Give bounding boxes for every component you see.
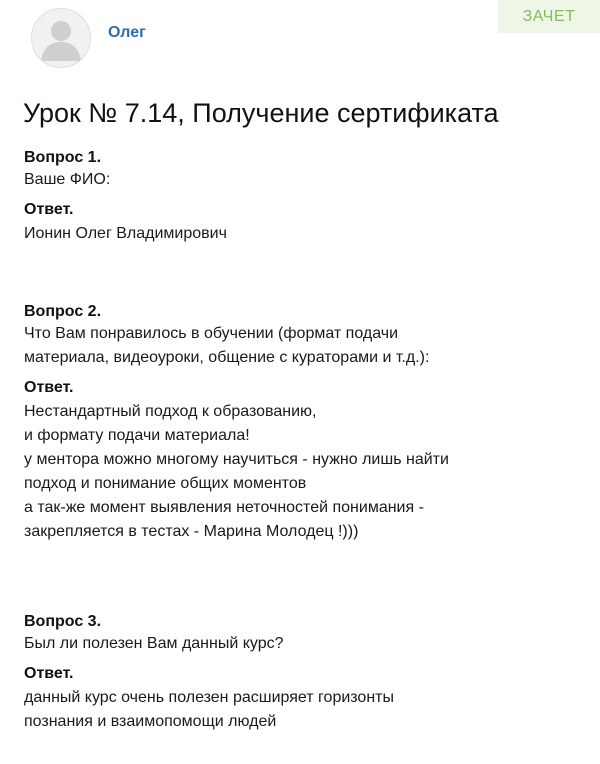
answer-text: Нестандартный подход к образованию, и формату подачи материала! у ментора можно многому научиться - нужно лишь найти подход и понимание общих моментов а так-же момент выявления неточностей понимания - закрепляется в тестах - Марина Молодец !))) [24, 403, 449, 540]
question-text: Что Вам понравилось в обучении (формат подачи материала, видеоуроки, общение с кураторами и т.д.): [24, 325, 430, 366]
answer-label: Ответ. [24, 665, 74, 682]
question-text: Ваше ФИО: [24, 171, 111, 188]
user-name-link[interactable]: Олег [108, 24, 146, 41]
status-badge: ЗАЧЕТ [498, 0, 600, 33]
answer-text: данный курс очень полезен расширяет горизонты познания и взаимопомощи людей [24, 689, 394, 730]
answer-text: Ионин Олег Владимирович [24, 225, 227, 242]
answer-label: Ответ. [24, 201, 74, 218]
question-label: Вопрос 1. [24, 149, 102, 166]
question-block-2 [24, 302, 584, 544]
question-label: Вопрос 3. [24, 613, 102, 630]
user-silhouette-icon [32, 9, 90, 67]
question-block-3 [24, 612, 584, 734]
answer-label: Ответ. [24, 379, 74, 396]
avatar[interactable] [31, 8, 91, 68]
question-block-1 [24, 148, 584, 246]
question-label: Вопрос 2. [24, 303, 102, 320]
question-text: Был ли полезен Вам данный курс? [24, 635, 284, 652]
page-title: Урок № 7.14, Получение сертификата [23, 98, 499, 128]
